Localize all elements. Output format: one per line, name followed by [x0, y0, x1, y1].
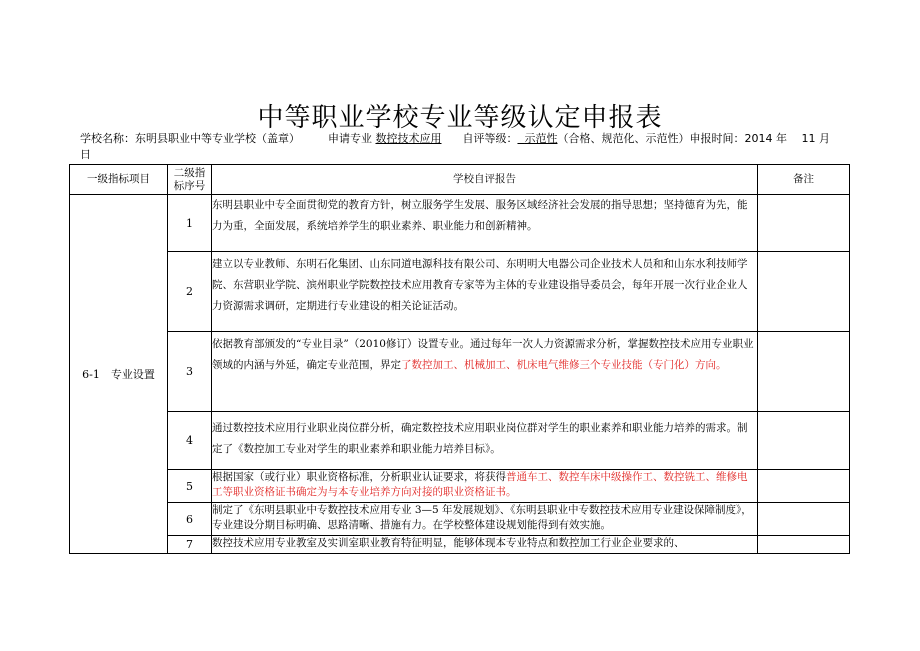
row-seq: 3	[168, 332, 212, 412]
table-row	[70, 412, 850, 470]
page-title: 中等职业学校专业等级认定申报表	[257, 103, 663, 133]
header-note: 备注	[758, 165, 850, 195]
row-note	[758, 195, 850, 252]
evaluation-table	[69, 164, 850, 554]
row-report: 建立以专业教师、东明石化集团、山东同道电源科技有限公司、东明明大电器公司企业技术人员和和山东水利技师学院、东营职业学院、滨州职业学院数控技术应用教育专家等为主体的专业建设指导委员会，每年开展一次行业企业人力资源需求调研，定期进行专业建设的相关论证活动。	[212, 252, 758, 332]
header-level1: 一级指标项目	[70, 165, 168, 195]
category-cell: 6-1 专业设置	[70, 195, 168, 554]
table-header-row	[70, 165, 850, 195]
school-name: 学校名称：东明县职业中等专业学校（盖章）	[80, 132, 300, 145]
row-note	[758, 470, 850, 503]
table-row	[70, 503, 850, 536]
row-note	[758, 332, 850, 412]
row-seq: 7	[168, 536, 212, 554]
row-seq: 6	[168, 503, 212, 536]
row-report: 依据教育部颁发的“专业目录”（2010修订）设置专业。通过每年一次人力资源需求分析，掌握数控技术应用专业职业领域的内涵与外延，确定专业范围，界定了数控加工、机械加工、机床电气维修三个专业技能（专门化）方向。	[212, 332, 758, 412]
row-note	[758, 536, 850, 554]
table-row	[70, 252, 850, 332]
row-report: 东明县职业中专全面贯彻党的教育方针，树立服务学生发展、服务区域经济社会发展的指导思想；坚持德育为先，能力为重，全面发展，系统培养学生的职业素养、职业能力和创新精神。	[212, 195, 758, 252]
header-level2: 二级指 标序号	[168, 165, 212, 195]
table-row	[70, 332, 850, 412]
row-seq: 5	[168, 470, 212, 503]
row-report: 数控技术应用专业教室及实训室职业教育特征明显，能够体现本专业特点和数控加工行业企业要求的、	[212, 536, 758, 554]
eval-level: 示范性	[524, 132, 558, 145]
row-report: 通过数控技术应用行业职业岗位群分析，确定数控技术应用职业岗位群对学生的职业素养和职业能力培养的需求。制定了《数控加工专业对学生的职业素养和职业能力培养目标》。	[212, 412, 758, 470]
row-seq: 4	[168, 412, 212, 470]
date-tail: 日	[80, 148, 91, 161]
row-report: 制定了《东明县职业中专数控技术应用专业 3—5 年发展规划》、《东明县职业中专数控技术应用专业建设保障制度》，专业建设分期目标明确、思路清晰、措施有力。在学校整体建设规划能得到有效实施。	[212, 503, 758, 536]
application-meta	[80, 131, 850, 163]
row-seq: 2	[168, 252, 212, 332]
apply-label: 申请专业	[327, 132, 372, 145]
table-row	[70, 195, 850, 252]
header-report: 学校自评报告	[212, 165, 758, 195]
row-note	[758, 252, 850, 332]
eval-options-date: （合格、规范化、示范性）申报时间：2014 年 11 月	[557, 132, 830, 145]
table-row	[70, 536, 850, 554]
eval-label: 自评等级：	[462, 132, 518, 145]
row-report: 根据国家（或行业）职业资格标准，分析职业认证要求，将获得普通车工、数控车床中级操作工、数控铣工、维修电工等职业资格证书确定为与本专业培养方向对接的职业资格证书。	[212, 470, 758, 503]
row-note	[758, 503, 850, 536]
row-seq: 1	[168, 195, 212, 252]
table-row	[70, 470, 850, 503]
row-note	[758, 412, 850, 470]
apply-major: 数控技术应用	[375, 132, 442, 145]
